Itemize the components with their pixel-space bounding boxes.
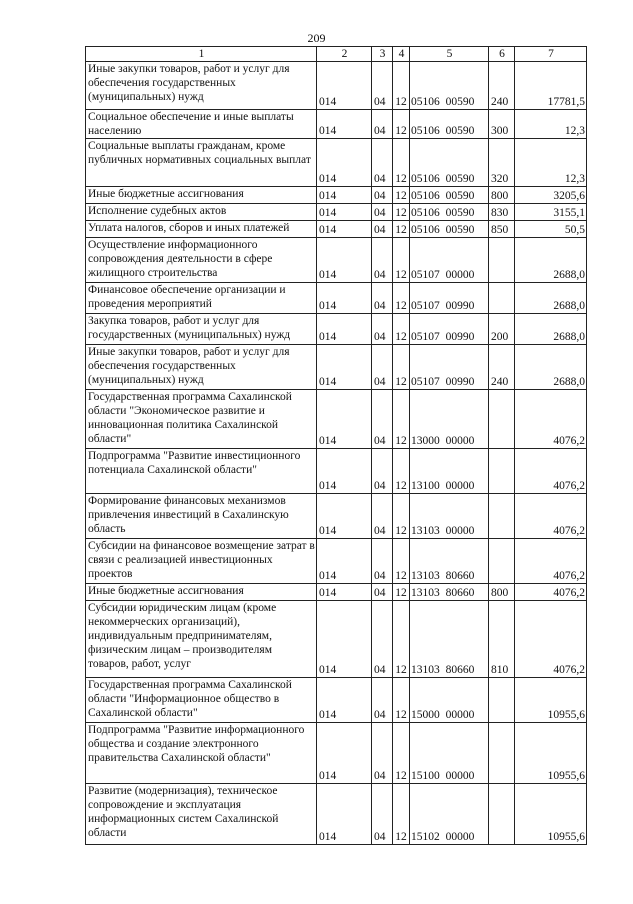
table-row — [86, 723, 587, 784]
row-admin-code-cell: 014 — [317, 723, 372, 784]
row-amount-cell: 50,5 — [515, 221, 587, 238]
table-row — [86, 110, 587, 139]
row-section-cell: 04 — [372, 238, 393, 283]
row-expense-type-cell — [489, 238, 515, 283]
table-body — [86, 47, 587, 845]
row-section-cell: 04 — [372, 723, 393, 784]
row-admin-code-cell: 014 — [317, 283, 372, 314]
row-target-article-cell: 05107 00990 — [410, 345, 489, 390]
row-admin-code-cell: 014 — [317, 449, 372, 494]
row-name-cell: Социальные выплаты гражданам, кроме публичных нормативных социальных выплат — [86, 139, 317, 187]
row-target-article-cell: 13000 00000 — [410, 390, 489, 449]
row-name-cell: Иные закупки товаров, работ и услуг для обеспечения государственных (муниципальных) нужд — [86, 345, 317, 390]
row-section-cell: 04 — [372, 539, 393, 584]
row-subsection-cell: 12 — [393, 678, 410, 723]
row-subsection-cell: 12 — [393, 494, 410, 539]
table-row — [86, 601, 587, 678]
row-amount-cell: 4076,2 — [515, 390, 587, 449]
row-name-cell: Государственная программа Сахалинской области "Информационное общество в Сахалинской области" — [86, 678, 317, 723]
row-expense-type-cell: 850 — [489, 221, 515, 238]
row-subsection-cell: 12 — [393, 584, 410, 601]
row-amount-cell: 2688,0 — [515, 283, 587, 314]
row-amount-cell: 2688,0 — [515, 345, 587, 390]
row-name-cell: Формирование финансовых механизмов привлечения инвестиций в Сахалинскую область — [86, 494, 317, 539]
row-admin-code-cell: 014 — [317, 390, 372, 449]
row-target-article-cell: 05106 00590 — [410, 110, 489, 139]
row-target-article-cell: 05107 00990 — [410, 314, 489, 345]
page-number: 209 — [307, 31, 326, 45]
table-header-row — [86, 47, 587, 62]
table-row — [86, 238, 587, 283]
row-admin-code-cell: 014 — [317, 62, 372, 110]
row-amount-cell: 10955,6 — [515, 678, 587, 723]
row-amount-cell: 4076,2 — [515, 584, 587, 601]
row-name-cell: Исполнение судебных актов — [86, 204, 317, 221]
row-target-article-cell: 13103 80660 — [410, 601, 489, 678]
row-admin-code-cell: 014 — [317, 494, 372, 539]
table-row — [86, 345, 587, 390]
row-admin-code-cell: 014 — [317, 345, 372, 390]
header-cell-7: 7 — [515, 47, 587, 62]
row-section-cell: 04 — [372, 494, 393, 539]
row-section-cell: 04 — [372, 678, 393, 723]
row-admin-code-cell: 014 — [317, 678, 372, 723]
row-expense-type-cell: 800 — [489, 187, 515, 204]
row-target-article-cell: 15000 00000 — [410, 678, 489, 723]
table-row — [86, 390, 587, 449]
row-subsection-cell: 12 — [393, 187, 410, 204]
row-subsection-cell: 12 — [393, 139, 410, 187]
row-amount-cell: 12,3 — [515, 110, 587, 139]
row-admin-code-cell: 014 — [317, 204, 372, 221]
row-expense-type-cell: 830 — [489, 204, 515, 221]
row-target-article-cell: 15100 00000 — [410, 723, 489, 784]
table-row — [86, 494, 587, 539]
row-admin-code-cell: 014 — [317, 539, 372, 584]
row-subsection-cell: 12 — [393, 314, 410, 345]
row-admin-code-cell: 014 — [317, 110, 372, 139]
row-expense-type-cell: 200 — [489, 314, 515, 345]
row-section-cell: 04 — [372, 139, 393, 187]
row-name-cell: Финансовое обеспечение организации и проведения мероприятий — [86, 283, 317, 314]
row-section-cell: 04 — [372, 584, 393, 601]
row-amount-cell: 17781,5 — [515, 62, 587, 110]
table-row — [86, 678, 587, 723]
row-name-cell: Субсидии юридическим лицам (кроме некоммерческих организаций), индивидуальным предпринимателям, физическим лицам – производителям товаров, работ, услуг — [86, 601, 317, 678]
row-section-cell: 04 — [372, 204, 393, 221]
row-target-article-cell: 13100 00000 — [410, 449, 489, 494]
row-section-cell: 04 — [372, 314, 393, 345]
row-admin-code-cell: 014 — [317, 139, 372, 187]
row-section-cell: 04 — [372, 345, 393, 390]
row-section-cell: 04 — [372, 283, 393, 314]
row-subsection-cell: 12 — [393, 110, 410, 139]
row-section-cell: 04 — [372, 601, 393, 678]
table-row — [86, 539, 587, 584]
row-subsection-cell: 12 — [393, 204, 410, 221]
row-amount-cell: 10955,6 — [515, 784, 587, 845]
row-expense-type-cell: 240 — [489, 345, 515, 390]
header-cell-3: 3 — [372, 47, 393, 62]
row-expense-type-cell — [489, 678, 515, 723]
row-section-cell: 04 — [372, 390, 393, 449]
row-expense-type-cell — [489, 494, 515, 539]
row-amount-cell: 10955,6 — [515, 723, 587, 784]
row-expense-type-cell — [489, 283, 515, 314]
row-name-cell: Субсидии на финансовое возмещение затрат в связи с реализацией инвестиционных проектов — [86, 539, 317, 584]
row-name-cell: Подпрограмма "Развитие информационного общества и создание электронного правительства Сахалинской области" — [86, 723, 317, 784]
table-row — [86, 204, 587, 221]
row-name-cell: Подпрограмма "Развитие инвестиционного потенциала Сахалинской области" — [86, 449, 317, 494]
table-row — [86, 221, 587, 238]
header-cell-6: 6 — [489, 47, 515, 62]
row-admin-code-cell: 014 — [317, 784, 372, 845]
header-cell-4: 4 — [393, 47, 410, 62]
row-admin-code-cell: 014 — [317, 314, 372, 345]
row-section-cell: 04 — [372, 221, 393, 238]
row-target-article-cell: 05107 00990 — [410, 283, 489, 314]
row-expense-type-cell — [489, 723, 515, 784]
row-expense-type-cell: 810 — [489, 601, 515, 678]
row-subsection-cell: 12 — [393, 449, 410, 494]
row-admin-code-cell: 014 — [317, 187, 372, 204]
table-row — [86, 784, 587, 845]
row-target-article-cell: 13103 00000 — [410, 494, 489, 539]
row-amount-cell: 12,3 — [515, 139, 587, 187]
table-row — [86, 187, 587, 204]
header-cell-2: 2 — [317, 47, 372, 62]
row-admin-code-cell: 014 — [317, 238, 372, 283]
row-name-cell: Закупка товаров, работ и услуг для государственных (муниципальных) нужд — [86, 314, 317, 345]
table-row — [86, 314, 587, 345]
row-section-cell: 04 — [372, 187, 393, 204]
row-expense-type-cell: 800 — [489, 584, 515, 601]
row-name-cell: Иные бюджетные ассигнования — [86, 584, 317, 601]
row-name-cell: Государственная программа Сахалинской области "Экономическое развитие и инновационная политика Сахалинской области" — [86, 390, 317, 449]
table-row — [86, 62, 587, 110]
row-amount-cell: 3155,1 — [515, 204, 587, 221]
row-subsection-cell: 12 — [393, 784, 410, 845]
row-target-article-cell: 05106 00590 — [410, 221, 489, 238]
row-name-cell: Уплата налогов, сборов и иных платежей — [86, 221, 317, 238]
row-section-cell: 04 — [372, 784, 393, 845]
row-expense-type-cell — [489, 784, 515, 845]
row-amount-cell: 4076,2 — [515, 449, 587, 494]
row-subsection-cell: 12 — [393, 723, 410, 784]
row-target-article-cell: 13103 80660 — [410, 584, 489, 601]
row-name-cell: Осуществление информационного сопровождения деятельности в сфере жилищного строительства — [86, 238, 317, 283]
table-row — [86, 449, 587, 494]
row-expense-type-cell — [489, 449, 515, 494]
row-section-cell: 04 — [372, 62, 393, 110]
row-subsection-cell: 12 — [393, 221, 410, 238]
row-target-article-cell: 05106 00590 — [410, 62, 489, 110]
row-expense-type-cell — [489, 539, 515, 584]
row-amount-cell: 2688,0 — [515, 314, 587, 345]
table-row — [86, 283, 587, 314]
row-subsection-cell: 12 — [393, 238, 410, 283]
row-target-article-cell: 15102 00000 — [410, 784, 489, 845]
row-amount-cell: 2688,0 — [515, 238, 587, 283]
row-expense-type-cell: 240 — [489, 62, 515, 110]
row-name-cell: Социальное обеспечение и иные выплаты населению — [86, 110, 317, 139]
row-target-article-cell: 05106 00590 — [410, 187, 489, 204]
row-amount-cell: 4076,2 — [515, 539, 587, 584]
row-subsection-cell: 12 — [393, 283, 410, 314]
row-admin-code-cell: 014 — [317, 584, 372, 601]
row-section-cell: 04 — [372, 449, 393, 494]
row-expense-type-cell: 300 — [489, 110, 515, 139]
row-target-article-cell: 05107 00000 — [410, 238, 489, 283]
row-target-article-cell: 05106 00590 — [410, 139, 489, 187]
header-cell-5: 5 — [410, 47, 489, 62]
row-subsection-cell: 12 — [393, 390, 410, 449]
row-target-article-cell: 13103 80660 — [410, 539, 489, 584]
row-subsection-cell: 12 — [393, 539, 410, 584]
row-subsection-cell: 12 — [393, 345, 410, 390]
row-expense-type-cell: 320 — [489, 139, 515, 187]
table-row — [86, 584, 587, 601]
row-expense-type-cell — [489, 390, 515, 449]
budget-table — [85, 46, 587, 845]
row-amount-cell: 4076,2 — [515, 494, 587, 539]
row-amount-cell: 3205,6 — [515, 187, 587, 204]
row-subsection-cell: 12 — [393, 62, 410, 110]
row-name-cell: Иные бюджетные ассигнования — [86, 187, 317, 204]
table-row — [86, 139, 587, 187]
row-admin-code-cell: 014 — [317, 221, 372, 238]
header-cell-1: 1 — [86, 47, 317, 62]
row-name-cell: Развитие (модернизация), техническое сопровождение и эксплуатация информационных систем Сахалинской области — [86, 784, 317, 845]
row-admin-code-cell: 014 — [317, 601, 372, 678]
row-amount-cell: 4076,2 — [515, 601, 587, 678]
row-section-cell: 04 — [372, 110, 393, 139]
row-target-article-cell: 05106 00590 — [410, 204, 489, 221]
row-name-cell: Иные закупки товаров, работ и услуг для обеспечения государственных (муниципальных) нужд — [86, 62, 317, 110]
row-subsection-cell: 12 — [393, 601, 410, 678]
